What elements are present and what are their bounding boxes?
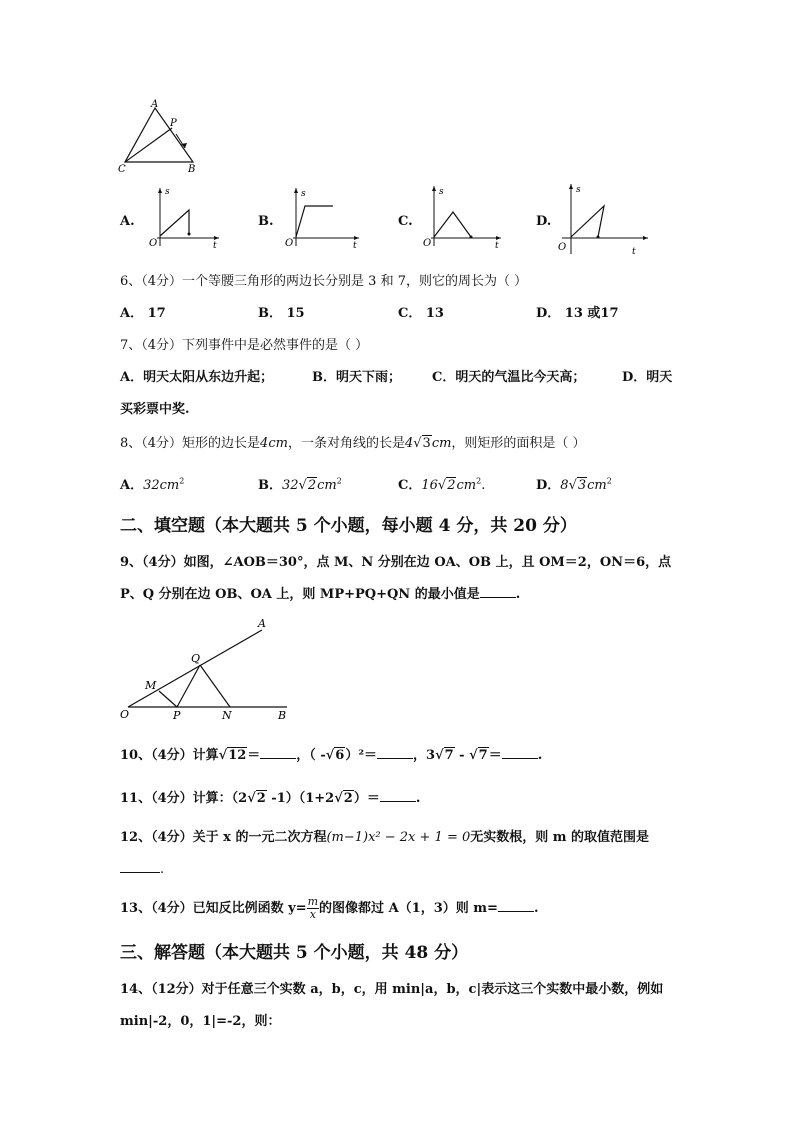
q5-c-axis-o: O <box>423 238 432 249</box>
section-2-heading: 二、填空题（本大题共 5 个小题，每小题 4 分，共 20 分） <box>120 516 577 536</box>
q5-b-axis-s: s <box>301 189 306 199</box>
q13-text: 13、（4分）已知反比例函数 y= $\frac{m}{x}$ 的图像都过 A（1，3）则 m= . <box>120 895 539 921</box>
q5-d-axis-o: O <box>558 242 567 253</box>
q9-answer-blank[interactable] <box>480 585 516 598</box>
q8-suffix: ，则矩形的面积是（ ） <box>451 436 586 451</box>
q10-blank-1[interactable] <box>260 746 296 759</box>
q5-a-axis-t: t <box>213 241 217 251</box>
q12-text: 12、（4分）关于 x 的一元二次方程(m−1)x² − 2x + 1 = 0无实数根，则 m 的取值范围是 <box>120 830 650 845</box>
q11-answer-blank[interactable] <box>380 789 416 802</box>
triangle-label-p: P <box>170 118 177 129</box>
q7-option-d-continuation: 买彩票中奖. <box>120 402 190 417</box>
q5-b-axis-t: t <box>353 241 357 251</box>
q7-text: 7、（4分）下列事件中是必然事件的是（ ） <box>120 338 369 353</box>
triangle-label-a: A <box>151 99 159 110</box>
q6-option-a[interactable]: A． 17 <box>120 306 166 321</box>
fig-label-o: O <box>120 708 130 721</box>
q7-option-c[interactable]: C．明天的气温比今天高； <box>432 370 586 385</box>
q5-option-b-letter[interactable]: B. <box>258 214 274 229</box>
angle-figure <box>115 615 295 725</box>
q8-option-d[interactable]: D．$8√3cm^2$ <box>536 476 612 493</box>
fig-label-n: N <box>222 709 232 722</box>
q8-side: 4cm <box>260 436 288 451</box>
q5-d-axis-t: t <box>632 247 636 257</box>
q5-graph-a <box>143 182 223 252</box>
q13-answer-blank[interactable] <box>498 899 534 912</box>
q8-option-a[interactable]: A．$32cm^2$ <box>120 476 185 493</box>
q12-answer-line: . <box>120 860 164 877</box>
q11-text: 11、（4分）计算：（2√2 -1）（1+2√2）＝ . <box>120 791 421 806</box>
q8-diag-coef: 4 <box>404 436 414 451</box>
q8-option-c[interactable]: C．$16√2cm^2$. <box>398 476 486 493</box>
q9-line2: P、Q 分别在边 OB、OA 上，则 MP+PQ+QN 的最小值是 . <box>120 587 521 602</box>
q5-c-axis-s: s <box>439 187 444 197</box>
q5-graph-d <box>556 180 652 260</box>
q8-diag-unit: cm <box>431 436 452 451</box>
q10-blank-3[interactable] <box>502 746 538 759</box>
q6-option-c[interactable]: C． 13 <box>398 306 444 321</box>
q5-a-axis-o: O <box>149 238 158 249</box>
q12-equation: (m−1)x² − 2x + 1 = 0 <box>326 830 471 845</box>
q8-mid: ，一条对角线的长是 <box>287 436 405 451</box>
q7-option-a[interactable]: A．明天太阳从东边升起； <box>120 370 274 385</box>
q5-c-axis-t: t <box>495 241 499 251</box>
section-3-heading: 三、解答题（本大题共 5 个小题，共 48 分） <box>120 943 469 963</box>
q8-text: 8、（4分）矩形的边长是4cm，一条对角线的长是4√3cm，则矩形的面积是（ ） <box>120 436 586 451</box>
fig-label-p: P <box>173 709 181 722</box>
q13-fraction: $\frac{m}{x}$ <box>307 895 319 921</box>
q12-answer-blank[interactable] <box>120 860 160 873</box>
q14-line2: min|-2，0，1|=-2，则： <box>120 1014 281 1029</box>
q8-option-b[interactable]: B．$32√2cm^2$ <box>258 476 342 493</box>
triangle-figure <box>115 98 200 176</box>
q5-option-a-letter[interactable]: A. <box>120 214 135 229</box>
fig-label-q: Q <box>191 652 201 665</box>
q10-text: 10、（4分）计算√12＝ ，（ -√6）²＝ ，3√7 - √7＝ . <box>120 748 543 763</box>
q6-option-b[interactable]: B． 15 <box>258 306 305 321</box>
q6-text: 6、（4分）一个等腰三角形的两边长分别是 3 和 7，则它的周长为（ ） <box>120 274 528 289</box>
fig-label-a: A <box>258 617 266 630</box>
q5-b-axis-o: O <box>285 238 294 249</box>
q6-option-d[interactable]: D． 13 或17 <box>536 306 619 321</box>
q5-a-axis-s: s <box>165 187 170 197</box>
triangle-label-b: B <box>188 164 196 175</box>
q8-diag-rad: 3 <box>422 436 431 451</box>
fig-label-b: B <box>278 709 287 722</box>
q8-prefix: 8、（4分）矩形的边长是 <box>120 436 261 451</box>
q7-option-b[interactable]: B．明天下雨； <box>312 370 401 385</box>
q10-blank-2[interactable] <box>377 746 413 759</box>
triangle-label-c: C <box>118 164 126 175</box>
q14-line1: 14、（12分）对于任意三个实数 a，b，c，用 min|a，b，c|表示这三个实数中最小数，例如 <box>120 982 664 997</box>
q7-option-d[interactable]: D．明天 <box>622 370 673 385</box>
q9-line1: 9、（4分）如图，∠AOB＝30°，点 M、N 分别在边 OA、OB 上，且 OM＝2，ON＝6，点 <box>120 555 672 570</box>
fig-label-m: M <box>145 679 157 692</box>
q5-option-d-letter[interactable]: D. <box>536 214 552 229</box>
q5-graph-c <box>421 182 506 252</box>
q5-option-c-letter[interactable]: C. <box>398 214 413 229</box>
q5-d-axis-s: s <box>576 185 581 195</box>
q5-graph-b <box>283 182 363 252</box>
